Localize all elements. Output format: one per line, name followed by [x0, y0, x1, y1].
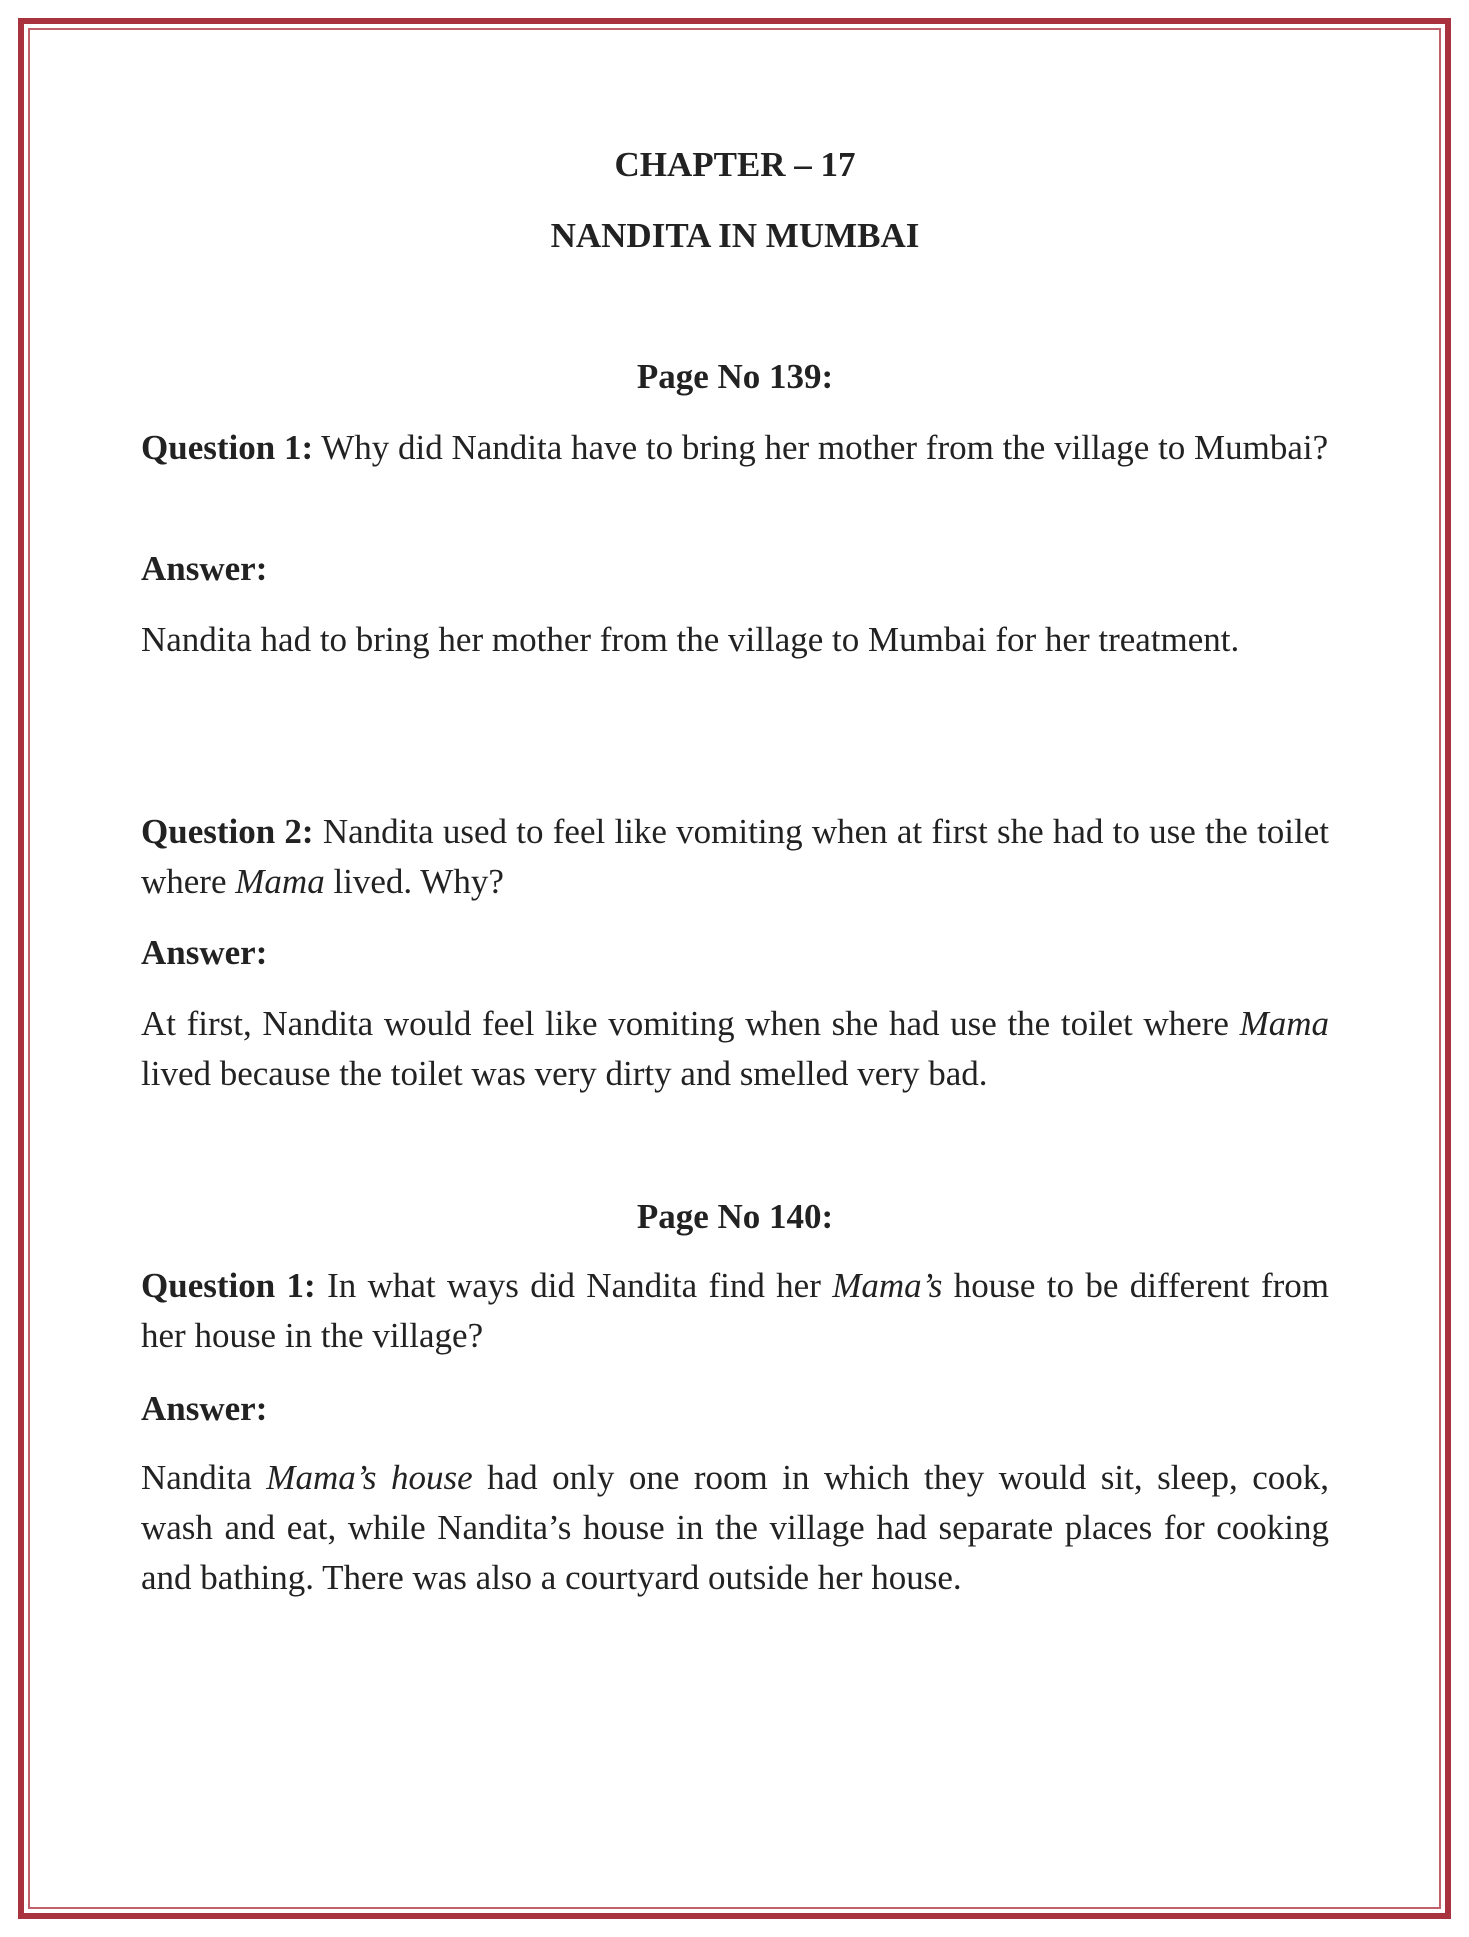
question-label: Question 2: [141, 812, 314, 851]
answer-139-2 [141, 999, 1329, 1099]
question-text-italic: Mama’s [832, 1266, 943, 1305]
answer-text-italic: Mama [1239, 1004, 1329, 1043]
answer-139-1: Nandita had to bring her mother from the village to Mumbai for her treatment. [141, 620, 1240, 659]
answer-text: lived because the toilet was very dirty and smelled very bad. [141, 1054, 988, 1093]
answer-label: Answer: [141, 933, 268, 972]
question-text: In what ways did Nandita find her [327, 1266, 821, 1305]
question-140-1 [141, 1261, 1329, 1361]
question-text: lived. Why? [333, 862, 504, 901]
answer-text: Nandita [141, 1458, 252, 1497]
question-139-2 [141, 807, 1329, 907]
question-text-italic: Mama [235, 862, 325, 901]
question-text: house to be different from her house in the village? [141, 1266, 1329, 1355]
chapter-title: NANDITA IN MUMBAI [550, 216, 920, 255]
answer-text: At first, Nandita would feel like vomiting when she had use the toilet where [141, 1004, 1229, 1043]
page-label-139: Page No 139: [636, 357, 834, 396]
answer-text-italic: Mama’s house [266, 1458, 473, 1497]
answer-140-1 [141, 1453, 1329, 1603]
question-label: Question 1: [141, 1266, 316, 1305]
question-text: Why did Nandita have to bring her mother from the village to Mumbai? [321, 428, 1329, 467]
question-text: Nandita used to feel like vomiting when at first she had to use the toilet where [141, 812, 1329, 901]
answer-label: Answer: [141, 1389, 268, 1428]
answer-text: had only one room in which they would sit, sleep, cook, wash and eat, while Nandita’s house in the village had separate places for cooking and bathing. There was also a courtyard outside her house. [141, 1458, 1330, 1597]
question-139-1 [141, 423, 1329, 473]
answer-label: Answer: [141, 549, 268, 588]
question-label: Question 1: [141, 428, 314, 467]
page-label-140: Page No 140: [636, 1197, 834, 1236]
chapter-number: CHAPTER – 17 [614, 145, 856, 184]
